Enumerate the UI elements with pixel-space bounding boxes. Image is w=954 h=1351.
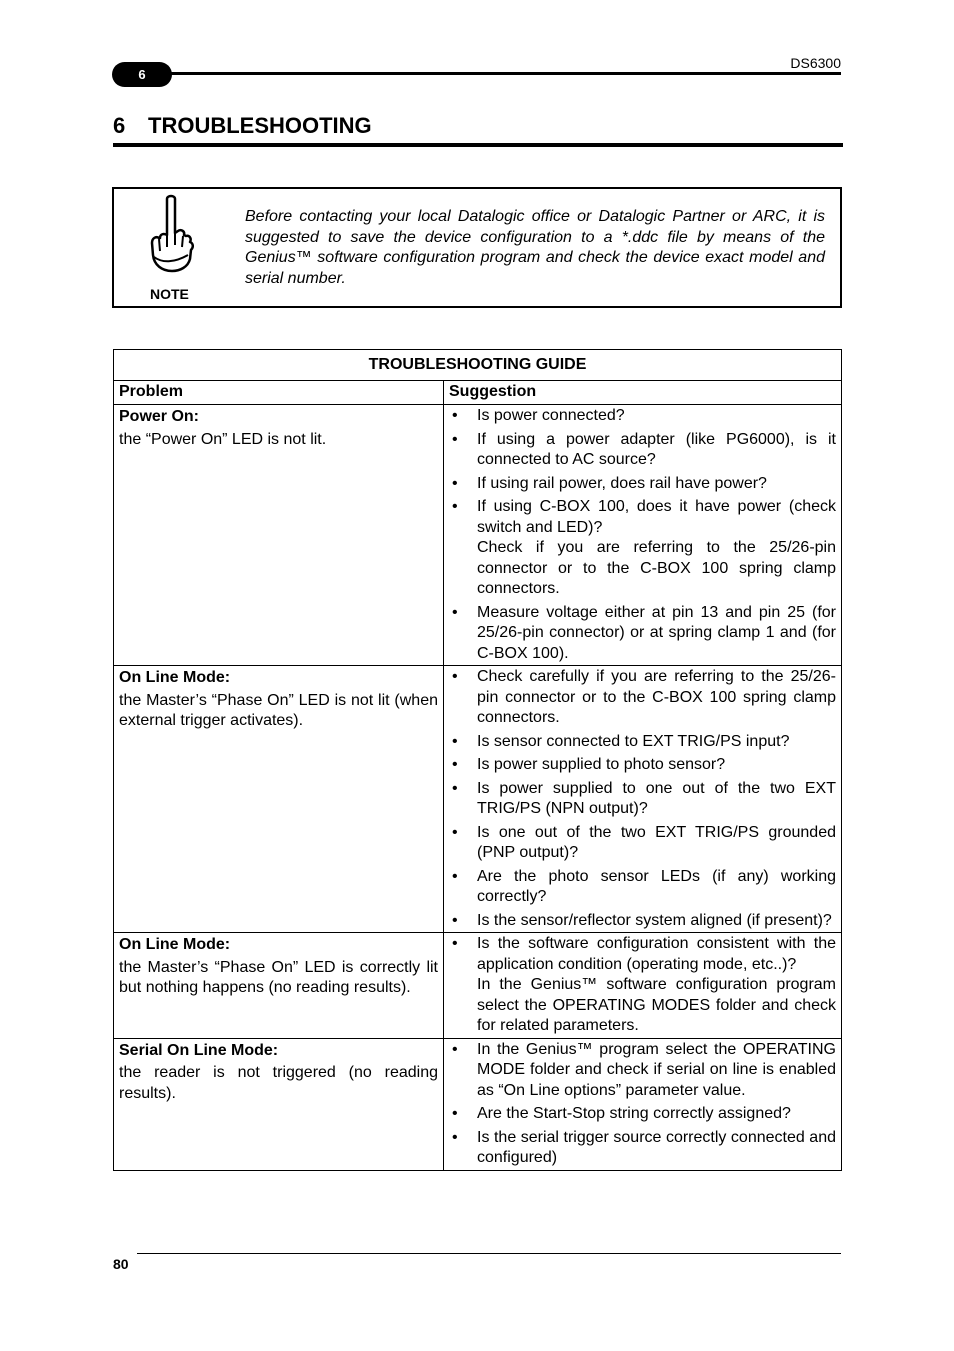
suggestion-list (449, 934, 836, 1037)
suggestion-cell (444, 933, 842, 1039)
suggestion-cell (444, 405, 842, 666)
problem-description: the “Power On” LED is not lit. (119, 430, 327, 448)
problem-title: Serial On Line Mode: (119, 1041, 279, 1059)
suggestion-item: • If using rail power, does rail have power? (449, 474, 836, 495)
suggestion-list (449, 1040, 836, 1169)
problem-cell (114, 1038, 444, 1170)
suggestion-item: • Is power supplied to photo sensor? (449, 755, 836, 776)
suggestion-extra-text: Check if you are referring to the 25/26-pin connector or to the C-BOX 100 spring clamp connectors. (477, 539, 836, 597)
problem-cell (114, 405, 444, 666)
suggestion-item (449, 497, 836, 600)
note-text: Before contacting your local Datalogic office or Datalogic Partner or ARC, it is suggested to save the device configuration to a *.ddc file by means of the Genius™ software configuration program and check the device exact model and serial number. (245, 208, 825, 287)
problem-title: On Line Mode: (119, 669, 231, 686)
problem-description: the Master’s “Phase On” LED is correctly lit but nothing happens (no reading results). (119, 958, 438, 996)
header-rule (165, 72, 841, 75)
suggestion-extra-text: In the Genius™ software configuration program select the OPERATING MODES folder and check for related parameters. (477, 976, 836, 1034)
suggestion-item: • Is one out of the two EXT TRIG/PS grounded (PNP output)? (449, 823, 836, 864)
problem-title: On Line Mode: (119, 936, 231, 953)
suggestion-main-text: If using C-BOX 100, does it have power (check switch and LED)? (477, 498, 836, 536)
chapter-badge: 6 (112, 62, 172, 87)
column-header-suggestion: Suggestion (444, 381, 842, 405)
suggestion-item: • Is the serial trigger source correctly connected and configured) (449, 1128, 836, 1169)
suggestion-list (449, 406, 836, 664)
suggestion-item: • In the Genius™ program select the OPERATING MODE folder and check if serial on line is enabled as “On Line options” parameter value. (449, 1040, 836, 1102)
suggestion-cell (444, 1038, 842, 1170)
table-title: TROUBLESHOOTING GUIDE (114, 350, 842, 381)
table-row (114, 666, 842, 933)
problem-description: the reader is not triggered (no reading results). (119, 1064, 438, 1102)
note-box (112, 187, 842, 308)
problem-title: Power On: (119, 408, 200, 425)
page-number: 80 (113, 1256, 129, 1272)
suggestion-list (449, 667, 836, 931)
suggestion-item: • Measure voltage either at pin 13 and pin 25 (for 25/26-pin connector) or at spring clamp 1 and (for C-BOX 100). (449, 603, 836, 665)
chapter-heading (113, 113, 843, 147)
troubleshooting-guide-table (113, 349, 842, 1171)
table-row (114, 1038, 842, 1170)
footer-rule (137, 1253, 841, 1254)
problem-cell (114, 933, 444, 1039)
suggestion-item: • Is the sensor/reflector system aligned (if present)? (449, 911, 836, 932)
table-header-row (114, 381, 842, 405)
column-header-problem: Problem (114, 381, 444, 405)
suggestion-cell (444, 666, 842, 933)
suggestion-item: • Is power supplied to one out of the two EXT TRIG/PS (NPN output)? (449, 779, 836, 820)
suggestion-item: • Is power connected? (449, 406, 836, 427)
suggestion-item (449, 934, 836, 1037)
problem-cell (114, 666, 444, 933)
table-title-row (114, 350, 842, 381)
suggestion-item: • Check carefully if you are referring to the 25/26-pin connector or to the C-BOX 100 spring clamp connectors. (449, 667, 836, 729)
problem-description: the Master’s “Phase On” LED is not lit (when external trigger activates). (119, 691, 438, 729)
suggestion-main-text: Is the software configuration consistent with the application condition (operating mode, etc..)? (477, 935, 836, 973)
table-row (114, 405, 842, 666)
note-label: NOTE (150, 286, 189, 302)
suggestion-item: • Are the Start-Stop string correctly assigned? (449, 1104, 836, 1125)
suggestion-item: • Are the photo sensor LEDs (if any) working correctly? (449, 867, 836, 908)
suggestion-item: • Is sensor connected to EXT TRIG/PS input? (449, 732, 836, 753)
document-name: DS6300 (790, 55, 841, 71)
pointing-hand-icon (148, 193, 194, 275)
table-row (114, 933, 842, 1039)
chapter-number: 6 (113, 113, 126, 138)
chapter-title-text: TROUBLESHOOTING (148, 113, 372, 138)
suggestion-item: • If using a power adapter (like PG6000), is it connected to AC source? (449, 430, 836, 471)
